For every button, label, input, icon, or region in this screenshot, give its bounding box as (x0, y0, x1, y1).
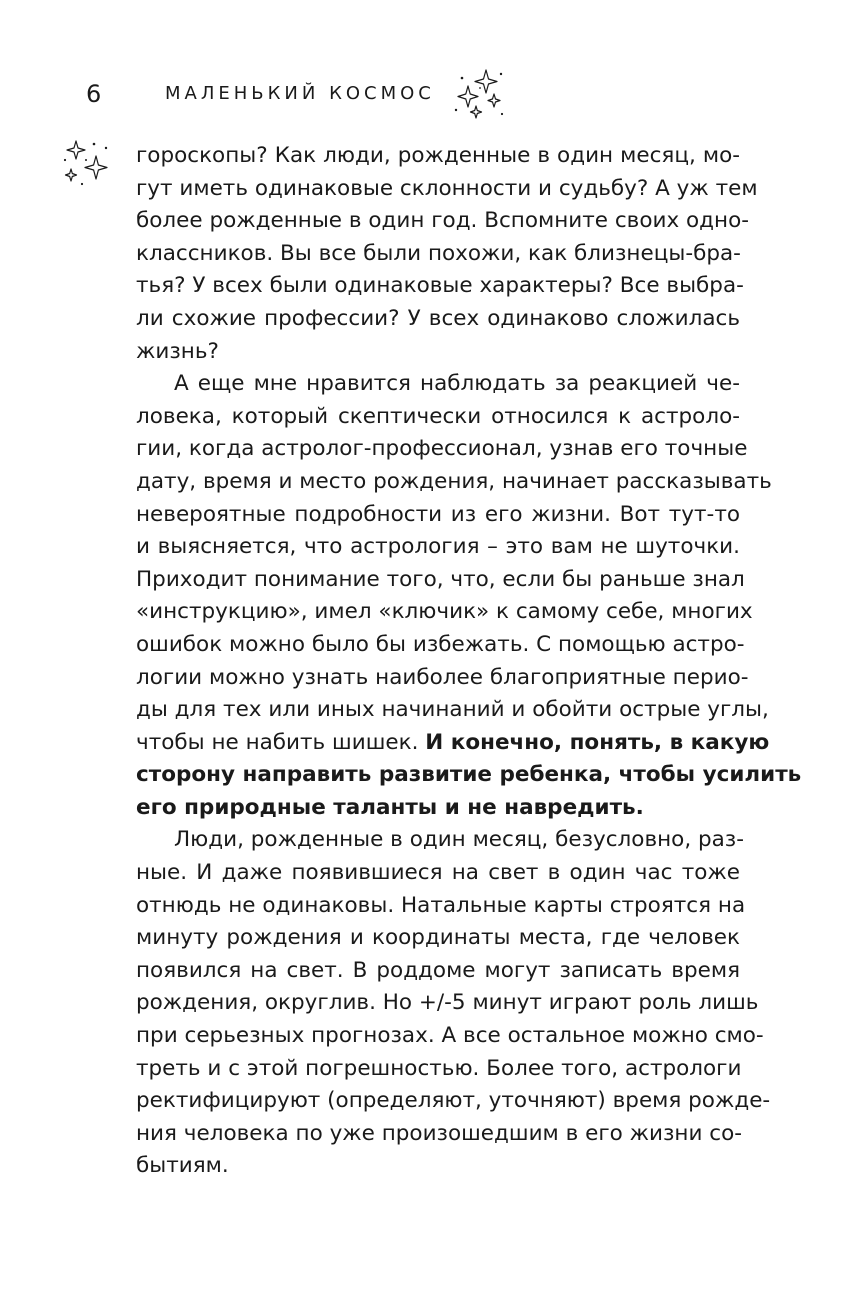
text-line: при серьезных прогнозах. А все остальное можно смо- (136, 1023, 764, 1049)
text-line: отнюдь не одинаковы. Натальные карты строятся на (136, 892, 746, 918)
text-line: ректифицируют (определяют, уточняют) время рожде- (136, 1088, 771, 1114)
text-run: чтобы не набить шишек. (136, 729, 426, 755)
text-line: дату, время и место рождения, начинает рассказывать (136, 468, 772, 494)
text-line: Приходит понимание того, что, если бы раньше знал (136, 566, 745, 592)
text-line: ловека, который скептически относился к астроло- (136, 403, 740, 429)
text-line: треть и с этой погрешностью. Более того, астрологи (136, 1055, 742, 1081)
bold-text-line: сторону направить развитие ребенка, чтобы усилить (136, 762, 802, 788)
text-line: Люди, рожденные в один месяц, безусловно, раз- (174, 827, 745, 853)
text-line: невероятные подробности из его жизни. Вот тут-то (136, 501, 740, 527)
text-line: ные. И даже появившиеся на свет в один час тоже (136, 860, 740, 886)
sparkle-stars-icon (62, 138, 114, 188)
text-line: ния человека по уже произошедшим в его жизни со- (136, 1120, 742, 1146)
text-line: рождения, округлив. Но +/-5 минут играют роль лишь (136, 990, 759, 1016)
text-line: классников. Вы все были похожи, как близнецы-бра- (136, 240, 741, 266)
text-line: «инструкцию», имел «ключик» к самому себе, многих (136, 599, 753, 625)
page-number: 6 (86, 80, 102, 108)
body-text (136, 140, 802, 1183)
text-line: тья? У всех были одинаковые характеры? Все выбра- (136, 273, 744, 299)
text-line: и выясняется, что астрология – это вам не шуточки. (136, 534, 740, 560)
text-line: логии можно узнать наиболее благоприятные перио- (136, 664, 749, 690)
text-line: гороскопы? Как люди, рожденные в один месяц, мо- (136, 143, 740, 168)
text-line: появился на свет. В роддоме могут записать время (136, 957, 740, 983)
text-line: ошибок можно было бы избежать. С помощью астро- (136, 631, 745, 657)
bold-text-line: его природные таланты и не навредить. (136, 794, 644, 820)
text-line: жизнь? (136, 338, 219, 364)
text-line-mixed (136, 727, 770, 760)
text-line: более рожденные в один год. Вспомните своих одно- (136, 208, 750, 234)
text-line: гут иметь одинаковые склонности и судьбу? А уж тем (136, 175, 758, 201)
text-line: минуту рождения и координаты места, где человек (136, 925, 740, 951)
bold-text-run: И конечно, понять, в какую (425, 729, 770, 755)
running-title: МАЛЕНЬКИЙ КОСМОС (165, 83, 435, 104)
sparkle-stars-icon (450, 66, 506, 122)
text-line: ли схожие профессии? У всех одинаково сложилась (136, 305, 740, 331)
text-line: гии, когда астролог-профессионал, узнав его точные (136, 436, 748, 462)
text-line: А еще мне нравится наблюдать за реакцией че- (174, 371, 740, 397)
text-line: бытиям. (136, 1153, 229, 1179)
text-line: ды для тех или иных начинаний и обойти острые углы, (136, 697, 769, 723)
